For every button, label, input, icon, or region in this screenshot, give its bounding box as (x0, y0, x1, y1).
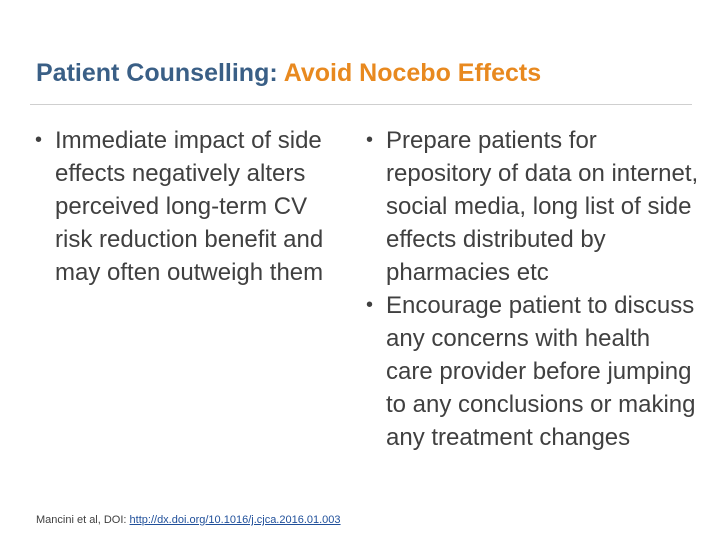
bullet-item (32, 124, 342, 289)
slide-title-highlight: Avoid Nocebo Effects (283, 59, 542, 87)
citation (36, 514, 341, 526)
slide-title-main: Patient Counselling: (36, 59, 284, 87)
citation-prefix: Mancini et al, DOI: (36, 514, 130, 526)
doi-link[interactable]: http://dx.doi.org/10.1016/j.cjca.2016.01.003 (129, 514, 341, 526)
bullet-icon: • (35, 129, 43, 151)
slide-title (36, 58, 541, 88)
bullet-text: Immediate impact of side effects negatively alters perceived long-term CV risk reduction benefit and may often outweigh them (55, 127, 324, 286)
bullet-text: Prepare patients for repository of data on internet, social media, long list of side effects distributed by pharmacies etc (386, 127, 699, 286)
bullet-text: Encourage patient to discuss any concerns with health care provider before jumping to any conclusions or making any treatment changes (386, 292, 696, 451)
title-divider (30, 104, 692, 105)
bullet-item (363, 124, 703, 289)
bullet-icon: • (366, 129, 374, 151)
bullet-icon: • (366, 294, 374, 316)
bullet-item (363, 289, 703, 454)
right-bullet-list (363, 124, 703, 454)
left-bullet-list (32, 124, 342, 289)
